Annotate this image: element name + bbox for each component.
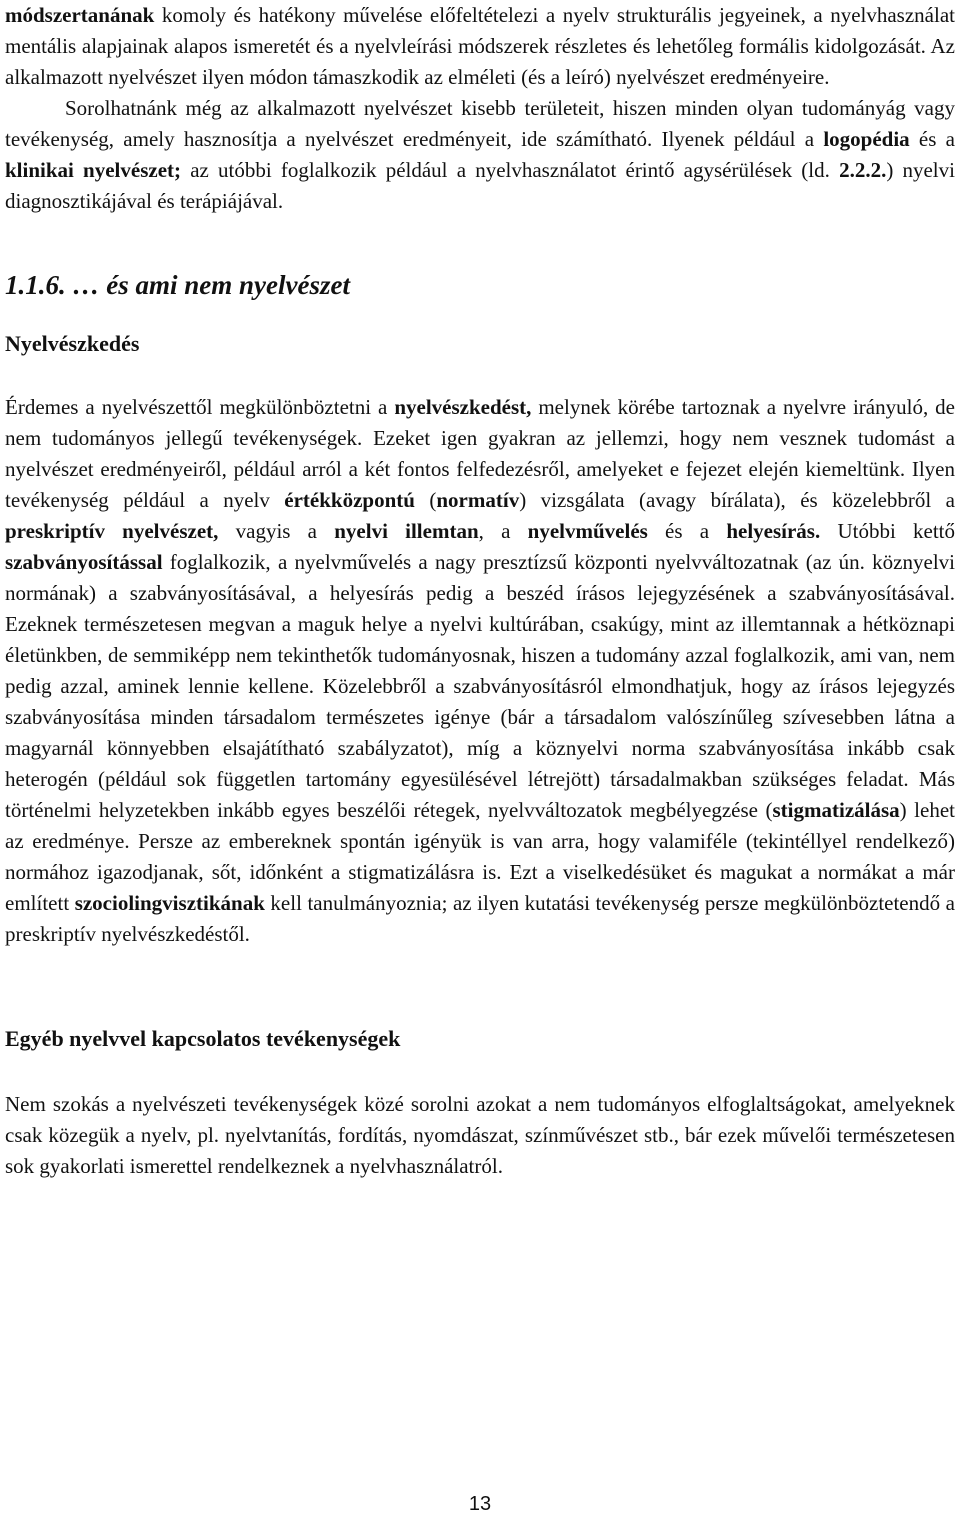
- text-run: melynek körébe tartoznak a nyelvre irányuló, de nem tudományos jellegű tevékenységek. Ezeket igen gyakran az jellemzi, hogy nem vesznek tudomást a nyelvészet eredményeiről, például arról a két fontos felfedezésről, amelyeket e fejezet elején kiemeltünk. Ilyen tevékenység például a nyelv: [5, 395, 955, 512]
- bold-term: nyelvészkedést,: [394, 395, 532, 419]
- bold-term: preskriptív nyelvészet,: [5, 519, 219, 543]
- text-run: az utóbbi foglalkozik például a nyelvhasználatot érintő agysérülések (ld.: [181, 158, 840, 182]
- text-run: és a: [909, 127, 955, 151]
- section-heading: 1.1.6. … és ami nem nyelvészet: [5, 270, 350, 300]
- text-run: Sorolhatnánk még az alkalmazott nyelvészet kisebb területeit, hiszen minden olyan tudományág vagy tevékenység, amely hasznosítja a nyelvészet eredményeit, ide számítható. Ilyenek például a: [5, 96, 955, 151]
- text-run: kell tanulmányoznia; az ilyen kutatási tevékenység persze megkülönböztetendő a preskriptív nyelvészkedéstől.: [5, 891, 955, 946]
- text-run: ) nyelvi diagnosztikájával és terápiájával.: [5, 158, 955, 213]
- document-page: [5, 0, 955, 1182]
- text-run: ) lehet az eredménye. Persze az embereknek spontán igényük is van arra, hogy valamiféle (tekintéllyel rendelkező) normához igazodjanak, sőt, időnként a stigmatizálásra is. Ezt a viselkedésüket és magukat a normákat a már említett: [5, 798, 955, 915]
- cross-reference: 2.2.2.: [839, 158, 887, 182]
- bold-term: értékközpontú: [284, 488, 415, 512]
- bold-term: szociolingvisztikának: [74, 891, 265, 915]
- bold-term: normatív: [436, 488, 520, 512]
- text-run: , a: [478, 519, 528, 543]
- text-run: és a: [647, 519, 727, 543]
- bold-term: szabványosítással: [5, 550, 163, 574]
- paragraph-intro: [5, 0, 955, 93]
- text-run: Utóbbi kettő: [820, 519, 955, 543]
- text-run: komoly és hatékony művelése előfeltételezi a nyelv strukturális jegyeinek, a nyelvhasználat mentális alapjainak alapos ismeretét és a nyelvleírási módszerek részletes és lehetőleg formális kidolgozását. Az alkalmazott nyelvészet ilyen módon támaszkodik az elméleti (és a leíró) nyelvészet eredményeire.: [5, 3, 955, 89]
- bold-term: logopédia: [823, 127, 910, 151]
- text-run: ) vizsgálata (avagy bírálata), és közelebbről a: [519, 488, 955, 512]
- paragraph-egyeb: Nem szokás a nyelvészeti tevékenységek közé sorolni azokat a nem tudományos elfoglaltságokat, amelyeknek csak közegük a nyelv, pl. nyelvtanítás, fordítás, nyomdászat, színművészet stb., bár ezek művelői természetesen sok gyakorlati ismerettel rendelkeznek a nyelvhasználatról.: [5, 1092, 955, 1178]
- text-run: foglalkozik, a nyelvművelés a nagy presztízsű központi nyelvváltozatnak (az ún. köznyelvi normának) a szabványosításával, a helyesírás pedig a beszéd írásos lejegyzésének a szabványosításával. Ezeknek természetesen megvan a maguk helye a nyelvi kultúrában, csakúgy, mint az illemtannak a hétköznapi életünkben, de semmiképp nem tekinthetők tudományosnak, hiszen a tudomány azzal foglalkozik, ami van, nem pedig azzal, aminek lennie kellene. Közelebbről a szabványosításról elmondhatjuk, hogy az írásos lejegyzés szabványosítása minden társadalom természetes igénye (bár a társadalom valószínűleg szívesebben látna a magyarnál könnyebben elsajátítható szabályzatot), míg a köznyelvi norma szabványosítása inkább csak heterogén (például sok független tartomány egyesülésével létrejött) társadalmakban szükséges feladat. Más történelmi helyzetekben inkább egyes beszélői rétegek, nyelvváltozatok megbélyegzése (: [5, 550, 955, 822]
- subsection-heading-egyeb: Egyéb nyelvvel kapcsolatos tevékenységek: [5, 1026, 401, 1051]
- bold-term: nyelvi illemtan: [334, 519, 479, 543]
- subsection-heading-nyelveszkedes: Nyelvészkedés: [5, 331, 140, 356]
- paragraph-applied-areas: [5, 93, 955, 217]
- bold-term: klinikai nyelvészet;: [5, 158, 182, 182]
- text-run: vagyis a: [218, 519, 335, 543]
- bold-term: stigmatizálása: [772, 798, 900, 822]
- bold-term: helyesírás.: [726, 519, 821, 543]
- text-run: (: [414, 488, 437, 512]
- text-run: Érdemes a nyelvészettől megkülönböztetni a: [5, 395, 395, 419]
- bold-term: nyelvművelés: [527, 519, 648, 543]
- paragraph-nyelveszkedes: [5, 392, 955, 950]
- page-number: 13: [468, 1493, 492, 1515]
- bold-term: módszertanának: [5, 3, 155, 27]
